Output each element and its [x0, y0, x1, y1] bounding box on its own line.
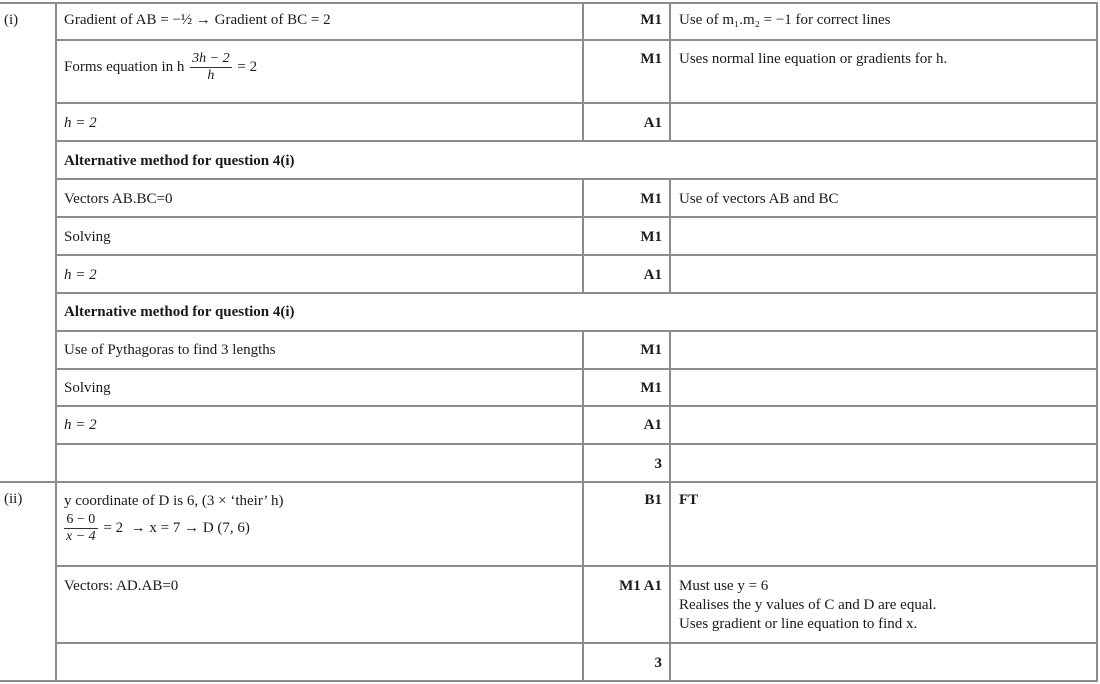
mark-code: M1: [640, 51, 662, 67]
answer-y-coordinate: [64, 492, 284, 545]
mark-code: M1: [640, 342, 662, 358]
part-label-ii: (ii): [4, 491, 23, 507]
part-column-divider: [55, 2, 57, 682]
mark-code: M1: [640, 229, 662, 245]
mark-code: B1: [644, 492, 662, 508]
answer-prefix: Forms equation in h: [64, 59, 185, 75]
row-divider: [56, 330, 1098, 332]
answer-line-1: y coordinate of D is 6, (3 × ‘their’ h): [64, 493, 284, 509]
fraction-numerator: 3h − 2: [192, 51, 230, 66]
row-divider: [56, 565, 1098, 567]
answer-gradients: Gradient of AB = −½ → Gradient of BC = 2: [64, 12, 331, 28]
mark-code: M1 A1: [619, 578, 662, 594]
mark-code: M1: [640, 380, 662, 396]
answer-suffix: = 2 → x = 7 → D (7, 6): [103, 520, 250, 536]
mark-code: A1: [643, 115, 662, 131]
mark-column-divider: [669, 178, 671, 293]
fraction-numerator: 6 − 0: [64, 512, 98, 529]
fraction-denominator: x − 4: [66, 529, 96, 544]
table-bottom-border: [0, 680, 1098, 682]
row-divider: [56, 39, 1098, 41]
total-marks: 3: [654, 456, 662, 472]
part-label-i: (i): [4, 12, 19, 28]
fraction-denominator: h: [207, 68, 215, 83]
row-divider: [56, 140, 1098, 142]
guidance-text: Uses normal line equation or gradients for h.: [679, 51, 948, 67]
row-divider: [56, 405, 1098, 407]
row-divider: [56, 216, 1098, 218]
answer-pythagoras: Use of Pythagoras to find 3 lengths: [64, 342, 276, 358]
table-top-border: [0, 2, 1098, 4]
row-divider: [56, 368, 1098, 370]
mark-code: M1: [640, 12, 662, 28]
answer-h-value: h = 2: [64, 115, 97, 131]
answer-solving: Solving: [64, 380, 111, 396]
row-divider: [56, 254, 1098, 256]
table-right-border: [1096, 2, 1098, 682]
mark-code: A1: [643, 417, 662, 433]
guidance-line: Uses gradient or line equation to find x.: [679, 616, 918, 632]
row-divider: [56, 642, 1098, 644]
answer-forms-equation: [64, 51, 257, 84]
mark-code: A1: [643, 267, 662, 283]
answer-h-value: h = 2: [64, 417, 97, 433]
guidance-text: Use of vectors AB and BC: [679, 191, 839, 207]
answer-suffix: = 2: [237, 59, 258, 75]
answer-vectors: Vectors AB.BC=0: [64, 191, 173, 207]
fraction: [64, 512, 98, 545]
row-divider: [56, 443, 1098, 445]
guidance-line: Realises the y values of C and D are equal.: [679, 597, 937, 613]
row-divider: [56, 178, 1098, 180]
guidance-text: Use of m₁.m₂ = −1 for correct lines: [679, 12, 891, 28]
guidance-line: Must use y = 6: [679, 578, 769, 594]
row-divider: [56, 292, 1098, 294]
mark-column-divider: [669, 2, 671, 141]
answer-h-value: h = 2: [64, 267, 97, 283]
row-divider: [56, 102, 1098, 104]
guidance-text: [679, 577, 936, 634]
mark-column-divider: [669, 330, 671, 682]
part-divider: [0, 481, 1098, 483]
alternative-method-heading: Alternative method for question 4(i): [64, 304, 295, 320]
guidance-text: FT: [679, 492, 699, 508]
answer-line-2: [64, 512, 284, 545]
answer-vectors-ad-ab: Vectors: AD.AB=0: [64, 578, 179, 594]
alternative-method-heading: Alternative method for question 4(i): [64, 153, 295, 169]
total-marks: 3: [654, 655, 662, 671]
mark-code: M1: [640, 191, 662, 207]
answer-solving: Solving: [64, 229, 111, 245]
fraction: [190, 51, 231, 84]
